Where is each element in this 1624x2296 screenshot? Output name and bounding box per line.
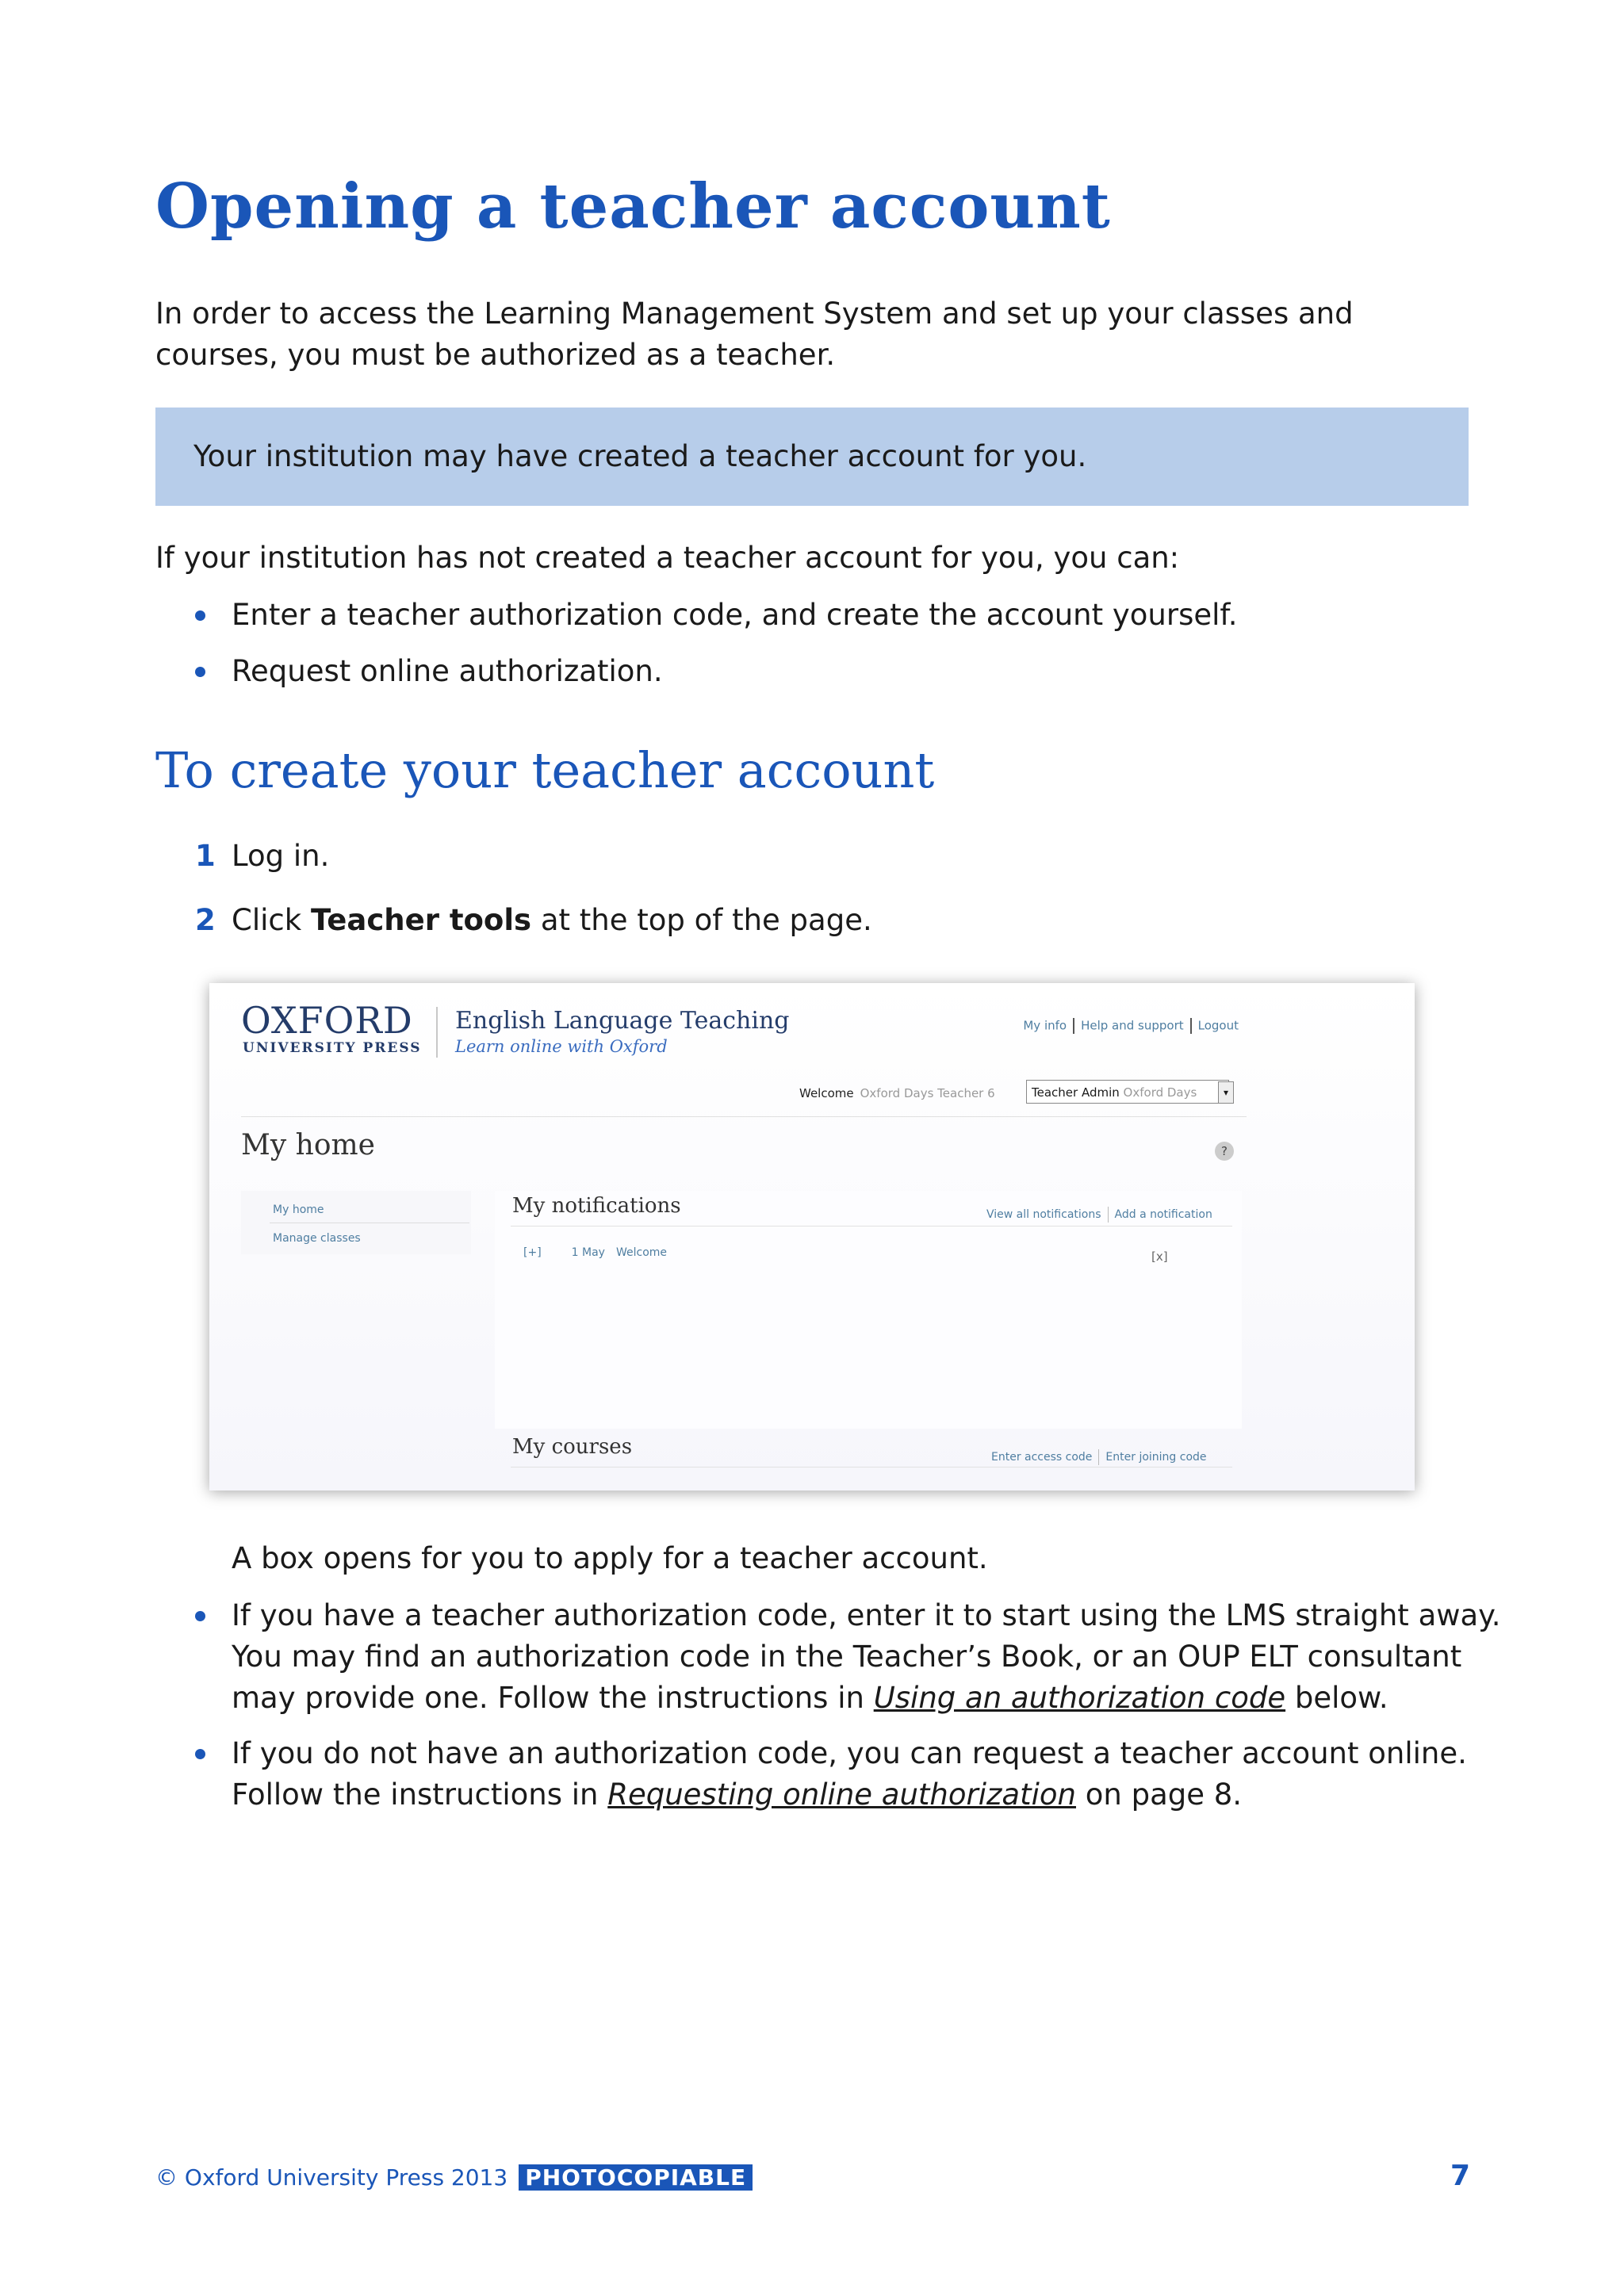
copyright: © Oxford University Press 2013	[155, 2164, 508, 2191]
add-notification-link[interactable]: Add a notification	[1114, 1208, 1212, 1221]
enter-access-code-link[interactable]: Enter access code	[991, 1451, 1093, 1464]
courses-rule	[511, 1467, 1232, 1468]
list-item-text: If you do not have an authorization code, you can request a teacher account online. Follow the instructions in Requesting online authorization on page 8.	[232, 1736, 1467, 1812]
page-heading: Opening a teacher account	[155, 170, 1111, 243]
page-title: My home	[241, 1129, 375, 1161]
top-links	[1023, 1018, 1239, 1034]
step-text: Click Teacher tools at the top of the page.	[232, 903, 872, 937]
list-item-text: Enter a teacher authorization code, and create the account yourself.	[232, 598, 1238, 632]
bullet-icon	[195, 667, 205, 677]
oup-logo-text: UNIVERSITY PRESS	[243, 1040, 422, 1056]
header-divider	[436, 1007, 438, 1058]
bullet-icon	[195, 610, 205, 621]
using-authorization-code-link[interactable]: Using an authorization code	[873, 1681, 1286, 1715]
list-item-text: Request online authorization.	[232, 654, 663, 688]
close-icon[interactable]: [x]	[1151, 1249, 1168, 1264]
welcome-text: Welcome Oxford Days Teacher 6	[799, 1086, 995, 1100]
notification-date: 1 May	[571, 1246, 605, 1259]
help-icon[interactable]: ?	[1215, 1142, 1234, 1161]
photocopiable-badge: PHOTOCOPIABLE	[519, 2164, 753, 2191]
notification-text[interactable]: Welcome	[615, 1246, 668, 1259]
list-item-text: If you have a teacher authorization code, enter it to start using the LMS straight away. You may find an authorization code in the Teacher’s Book, or an OUP ELT consultant may provide one. Follow the instructions in Using an authorization code below.	[232, 1598, 1501, 1715]
notifications-panel	[495, 1191, 1242, 1429]
help-support-link[interactable]: Help and support	[1081, 1018, 1184, 1033]
courses-title: My courses	[512, 1435, 633, 1459]
page-number: 7	[1450, 2160, 1470, 2192]
teacher-tools-label: Teacher tools	[310, 903, 532, 937]
oxford-logo[interactable]: OXFORD	[241, 999, 413, 1042]
step-text: Log in.	[232, 839, 330, 873]
enter-joining-code-link[interactable]: Enter joining code	[1105, 1451, 1207, 1464]
lms-screenshot	[209, 983, 1415, 1490]
product-tagline: Learn online with Oxford	[455, 1037, 668, 1056]
if-not-paragraph: If your institution has not created a teacher account for you, you can:	[155, 541, 1180, 575]
footer	[155, 2164, 753, 2191]
notifications-links	[986, 1207, 1212, 1223]
sidebar-item-manage-classes[interactable]: Manage classes	[273, 1232, 361, 1245]
list-item	[523, 1246, 697, 1259]
bullet-icon	[195, 1749, 205, 1759]
my-info-link[interactable]: My info	[1023, 1018, 1067, 1033]
sidebar-item-my-home[interactable]: My home	[273, 1203, 324, 1216]
step-number: 2	[195, 903, 216, 937]
header-rule	[241, 1116, 1247, 1117]
chevron-down-icon[interactable]: ▾	[1218, 1081, 1234, 1104]
product-title: English Language Teaching	[455, 1007, 790, 1035]
step-number: 1	[195, 839, 216, 873]
view-all-notifications-link[interactable]: View all notifications	[986, 1208, 1101, 1221]
role-select[interactable]: Teacher Admin Oxford Days	[1026, 1080, 1229, 1104]
callout-text: Your institution may have created a teacher account for you.	[193, 439, 1087, 473]
sidebar	[241, 1191, 471, 1254]
after-screenshot-text: A box opens for you to apply for a teacher account.	[232, 1541, 988, 1575]
notifications-title: My notifications	[512, 1194, 681, 1218]
info-callout	[155, 408, 1469, 506]
courses-links	[991, 1449, 1207, 1465]
requesting-online-authorization-link[interactable]: Requesting online authorization	[607, 1777, 1076, 1812]
intro-paragraph: In order to access the Learning Management System and set up your classes and courses, you must be authorized as a teacher.	[155, 297, 1354, 372]
logout-link[interactable]: Logout	[1197, 1018, 1239, 1033]
section-heading: To create your teacher account	[155, 741, 935, 799]
expand-icon[interactable]: [+]	[523, 1246, 542, 1259]
bullet-icon	[195, 1611, 205, 1621]
